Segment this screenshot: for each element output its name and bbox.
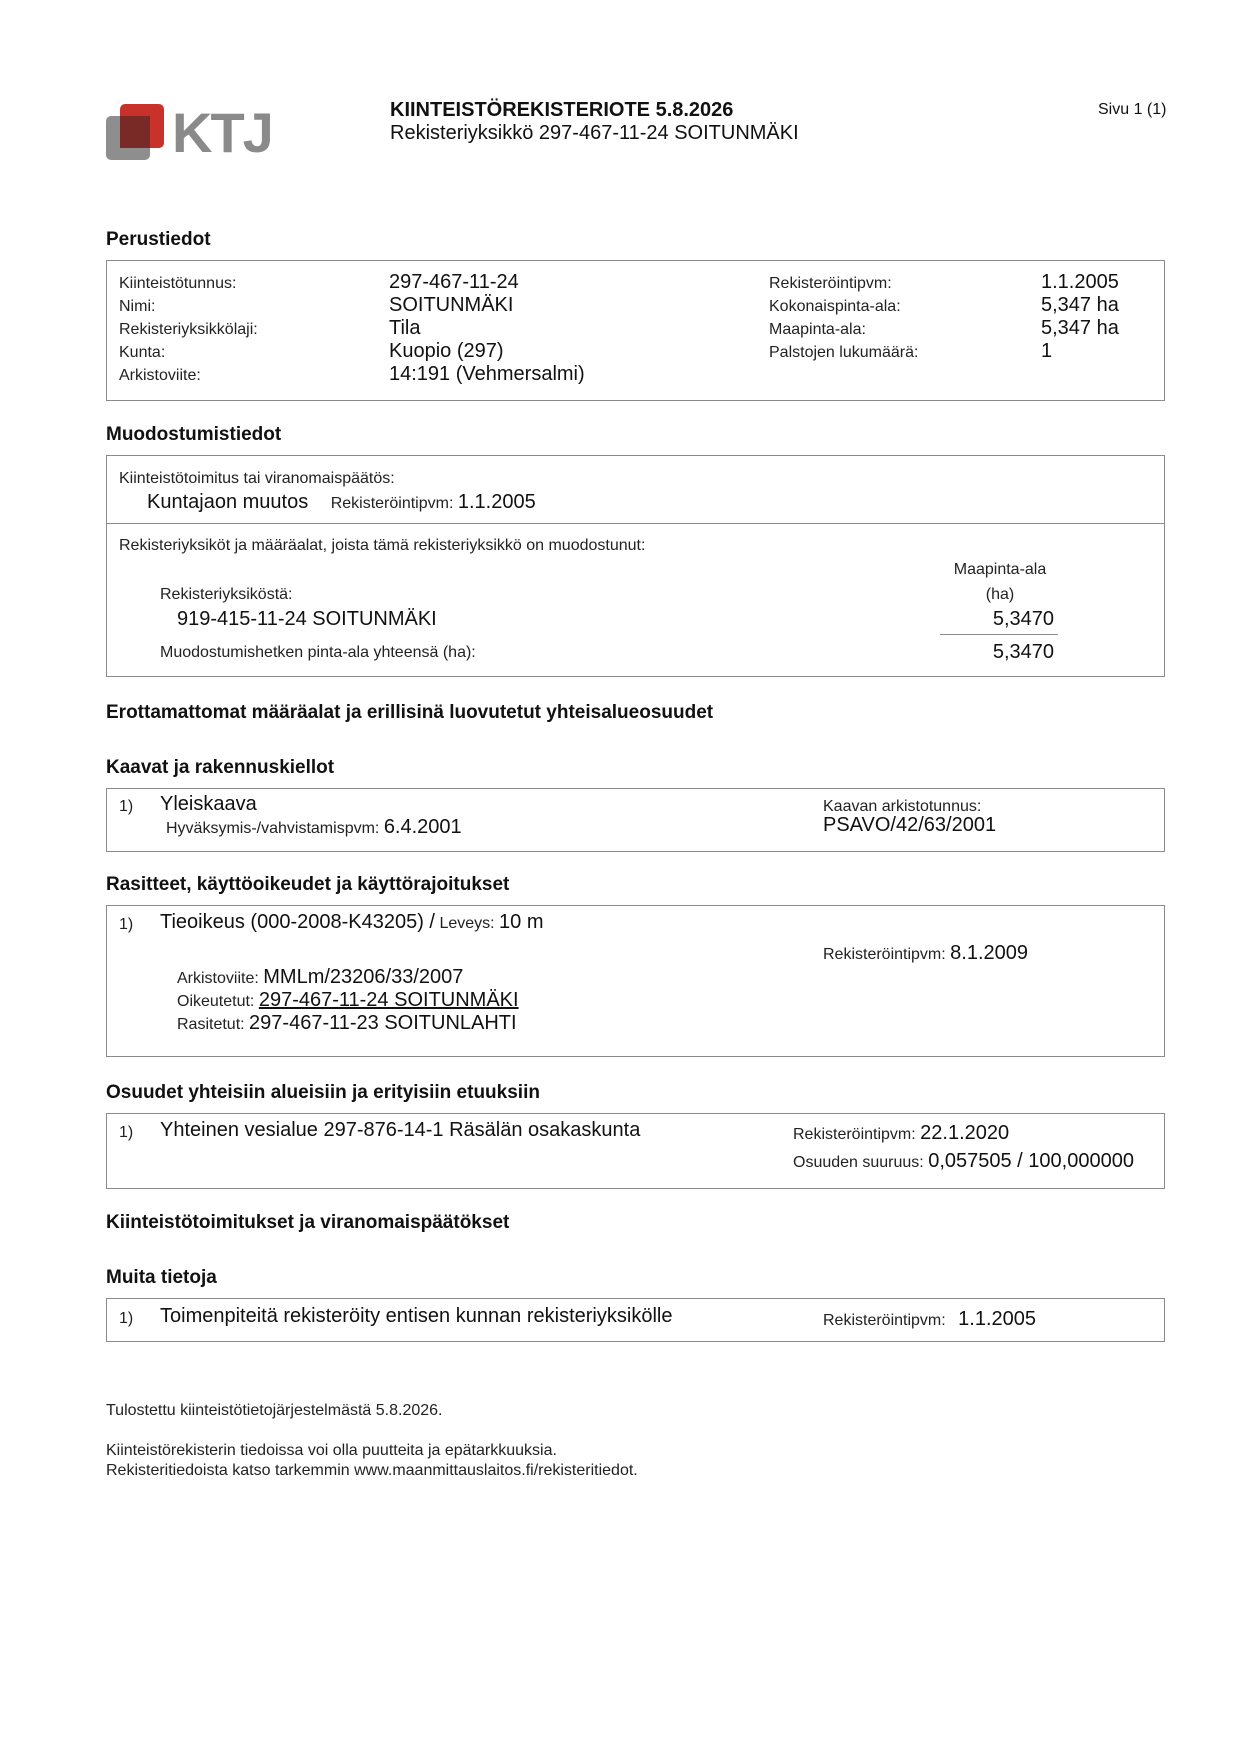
- osuus-rek-value: 22.1.2020: [920, 1122, 1010, 1144]
- field-label: Rekisteriyksikkölaji:: [119, 321, 258, 338]
- rek-label: Rekisteröintipvm:: [330, 495, 454, 512]
- muita-rek-row: [823, 1308, 1036, 1331]
- rasite-width-label: Leveys:: [439, 915, 495, 932]
- field-label: Nimi:: [119, 298, 156, 315]
- item-number: 1): [119, 916, 134, 933]
- rasite-oikeutetut-row: [177, 989, 519, 1012]
- osuus-rek-label: Rekisteröintipvm:: [793, 1126, 916, 1143]
- box-divider: [107, 523, 1164, 524]
- from-label: Rekisteriyksiköstä:: [160, 586, 293, 603]
- field-value: Tila: [389, 317, 421, 339]
- muodostumistiedot-box: [106, 455, 1165, 677]
- footer-note-2: Rekisteritiedoista katso tarkemmin www.maanmittauslaitos.fi/rekisteritiedot.: [106, 1462, 638, 1479]
- field-label: Maapinta-ala:: [769, 321, 866, 338]
- from-area: 5,3470: [992, 608, 1054, 630]
- item-number: 1): [119, 798, 134, 815]
- muita-box: [106, 1298, 1165, 1342]
- field-label: Palstojen lukumäärä:: [769, 344, 919, 361]
- rasite-archive-row: [177, 966, 463, 989]
- rek-value: 1.1.2005: [457, 491, 536, 513]
- rasite-name: Tieoikeus (000-2008-K43205) /: [160, 911, 435, 933]
- item-number: 1): [119, 1310, 134, 1327]
- kaava-date-value: 6.4.2001: [383, 816, 462, 838]
- document-title: KIINTEISTÖREKISTERIOTE 5.8.2026: [390, 99, 734, 121]
- field-value: 5,347 ha: [1041, 317, 1119, 339]
- kaava-archive-value: PSAVO/42/63/2001: [823, 814, 997, 836]
- item-number: 1): [119, 1124, 134, 1141]
- column-header-area: Maapinta-ala: [953, 561, 1047, 578]
- document-subtitle: Rekisteriyksikkö 297-467-11-24 SOITUNMÄKI: [390, 122, 799, 144]
- section-heading-perustiedot: Perustiedot: [106, 229, 211, 250]
- section-heading-muodostumistiedot: Muodostumistiedot: [106, 424, 282, 445]
- field-value: 14:191 (Vehmersalmi): [389, 363, 585, 385]
- field-label: Kiinteistötunnus:: [119, 275, 237, 292]
- rasitteet-box: [106, 905, 1165, 1057]
- rasite-rek-value: 8.1.2009: [950, 942, 1029, 964]
- field-value: 297-467-11-24: [389, 271, 519, 293]
- section-heading-erottamattomat: Erottamattomat määräalat ja erillisinä luovutetut yhteisalueosuudet: [106, 702, 714, 723]
- oikeutetut-label: Oikeutetut:: [177, 993, 255, 1010]
- osuus-share-label: Osuuden suuruus:: [793, 1154, 924, 1171]
- rasite-archive-label: Arkistoviite:: [177, 970, 259, 987]
- ktj-logo: [106, 101, 272, 164]
- section-heading-rasitteet: Rasitteet, käyttöoikeudet ja käyttörajoitukset: [106, 874, 510, 895]
- total-value: 5,3470: [992, 641, 1054, 663]
- kaavat-box: [106, 788, 1165, 852]
- kaava-archive-label: Kaavan arkistotunnus:: [823, 798, 982, 815]
- field-value: 1.1.2005: [1041, 271, 1119, 293]
- column-header-unit: (ha): [985, 586, 1015, 603]
- osuudet-box: [106, 1113, 1165, 1189]
- muita-rek-value: 1.1.2005: [958, 1308, 1037, 1330]
- logo-overlap-square: [120, 116, 150, 148]
- field-label: Kokonaispinta-ala:: [769, 298, 901, 315]
- rasitetut-label: Rasitetut:: [177, 1016, 245, 1033]
- muita-text: Toimenpiteitä rekisteröity entisen kunnan rekisteriyksikölle: [160, 1305, 673, 1327]
- section-heading-osuudet: Osuudet yhteisiin alueisiin ja erityisiin etuuksiin: [106, 1082, 540, 1103]
- footer-note-1: Kiinteistörekisterin tiedoissa voi olla puutteita ja epätarkkuuksia.: [106, 1442, 557, 1459]
- oikeutetut-link[interactable]: 297-467-11-24 SOITUNMÄKI: [258, 989, 519, 1011]
- rasite-rek-row: [823, 942, 1028, 965]
- rasite-rasitetut-row: [177, 1012, 517, 1035]
- toimitus-row: [147, 491, 536, 514]
- osuus-share-row: [793, 1150, 1134, 1173]
- perustiedot-box: [106, 260, 1165, 401]
- osuus-share-value: 0,057505 / 100,000000: [928, 1150, 1134, 1172]
- osuus-rek-row: [793, 1122, 1009, 1145]
- section-heading-muita: Muita tietoja: [106, 1267, 217, 1288]
- total-label: Muodostumishetken pinta-ala yhteensä (ha):: [160, 644, 476, 661]
- kaava-name: Yleiskaava: [160, 793, 257, 815]
- sum-line: [940, 634, 1058, 635]
- field-label: Arkistoviite:: [119, 367, 201, 384]
- osuus-name: Yhteinen vesialue 297-876-14-1 Räsälän osakaskunta: [160, 1119, 641, 1141]
- origin-label: Rekisteriyksiköt ja määräalat, joista tämä rekisteriyksikkö on muodostunut:: [119, 537, 646, 554]
- section-heading-toimitukset: Kiinteistötoimitukset ja viranomaispäätökset: [106, 1212, 510, 1233]
- toimitus-value: Kuntajaon muutos: [147, 491, 309, 513]
- footer-printed: Tulostettu kiinteistötietojärjestelmästä 5.8.2026.: [106, 1402, 443, 1419]
- kaava-date-label: Hyväksymis-/vahvistamispvm:: [166, 820, 380, 837]
- field-value: 1: [1041, 340, 1053, 362]
- field-label: Rekisteröintipvm:: [769, 275, 892, 292]
- kaava-date-row: [166, 816, 462, 839]
- rasite-width-value: 10 m: [499, 911, 544, 933]
- logo-text: KTJ: [172, 101, 272, 164]
- from-value: 919-415-11-24 SOITUNMÄKI: [177, 608, 437, 630]
- rasite-title-row: [160, 911, 544, 934]
- section-heading-kaavat: Kaavat ja rakennuskiellot: [106, 757, 335, 778]
- field-value: 5,347 ha: [1041, 294, 1119, 316]
- field-value: SOITUNMÄKI: [389, 294, 514, 316]
- muita-rek-label: Rekisteröintipvm:: [823, 1312, 946, 1329]
- rasitetut-value: 297-467-11-23 SOITUNLAHTI: [249, 1012, 517, 1034]
- rasite-rek-label: Rekisteröintipvm:: [823, 946, 946, 963]
- field-label: Kunta:: [119, 344, 166, 361]
- field-value: Kuopio (297): [389, 340, 504, 362]
- page-number: Sivu 1 (1): [1098, 101, 1167, 118]
- toimitus-label: Kiinteistötoimitus tai viranomaispäätös:: [119, 470, 395, 487]
- rasite-archive-value: MMLm/23206/33/2007: [263, 966, 464, 988]
